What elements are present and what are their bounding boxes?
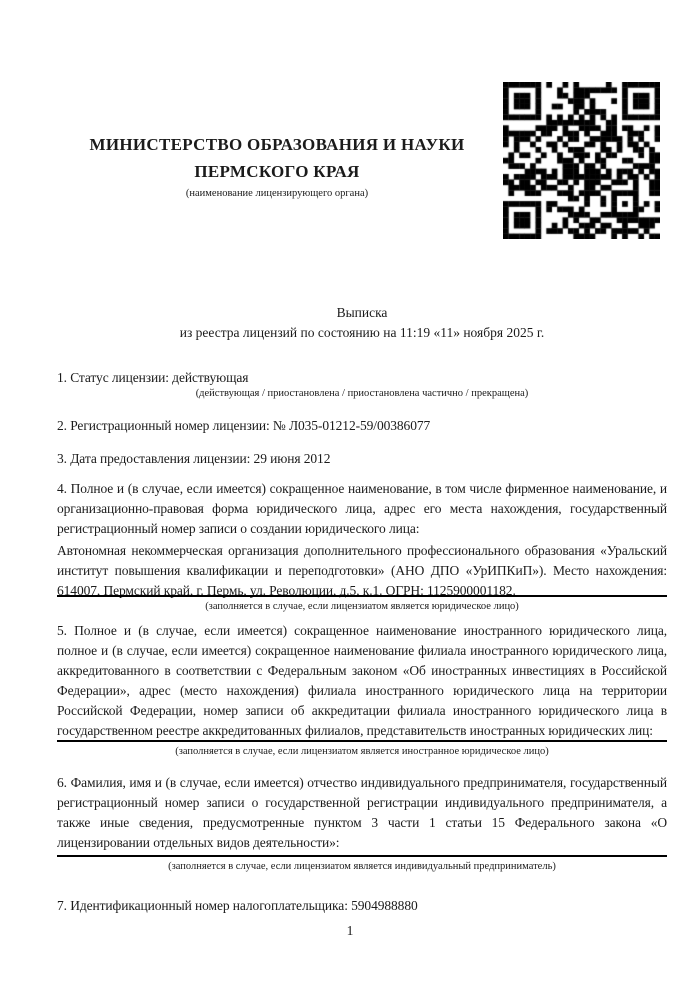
legal-entity-value: Автономная некоммерческая организация дополнительного профессионального образования «Уральский институт повышения квалификации и переподготовки» (АНО ДПО «УрИПКиП»). Место нахождения: 614007, Пермский край, г. Пермь, ул. Революции, д.5, к.1. ОГРН: 1125900001182.: [57, 543, 667, 598]
page-number: 1: [346, 923, 354, 938]
foreign-entity-rule: [57, 740, 667, 742]
grant-date-line: 3. Дата предоставления лицензии: 29 июня 2012: [57, 451, 331, 466]
ministry-name-line1: МИНИСТЕРСТВО ОБРАЗОВАНИЯ И НАУКИ: [89, 135, 465, 154]
ministry-name-line2: ПЕРМСКОГО КРАЯ: [194, 162, 360, 181]
inn-line: 7. Идентификационный номер налогоплательщика: 5904988880: [57, 898, 418, 913]
legal-entity-label: 4. Полное и (в случае, если имеется) сокращенное наименование, в том числе фирменное наименование, и организационно-правовая форма юридического лица, адрес его места нахождения, государственный регистрационный номер записи о создании юридического лица:: [57, 481, 667, 536]
legal-entity-rule: [57, 595, 667, 597]
ministry-header: [57, 131, 497, 201]
entrepreneur-caption: (заполняется в случае, если лицензиатом является индивидуальный предприниматель): [168, 861, 556, 872]
document-subtitle: из реестра лицензий по состоянию на 11:19 «11» ноября 2025 г.: [179, 325, 545, 340]
registration-number-line: 2. Регистрационный номер лицензии: № Л035-01212-59/00386077: [57, 418, 431, 433]
document-title: Выписка: [336, 305, 388, 320]
ministry-caption: (наименование лицензирующего органа): [185, 188, 369, 199]
entrepreneur-label: 6. Фамилия, имя и (в случае, если имеется) отчество индивидуального предпринимателя, государственный регистрационный номер записи о государственной регистрации индивидуального предпринимателя, а также иные сведения, предусмотренные пунктом 3 части 1 статьи 15 Федерального закона «О лицензировании отдельных видов деятельности»:: [57, 775, 667, 850]
foreign-entity-label: 5. Полное и (в случае, если имеется) сокращенное наименование иностранного юридического лица, полное и (в случае, если имеется) сокращенное наименование филиала иностранного юридического лица, аккредитованного в соответствии с Федеральным законом «Об иностранных инвестициях в Российской Федерации», адрес (место нахождения) филиала иностранного юридического лица на территории Российской Федерации, номер записи об аккредитации филиала иностранного юридического лица в государственном реестре аккредитованных филиалов, представительств иностранных юридических лиц:: [57, 623, 667, 738]
foreign-entity-caption: (заполняется в случае, если лицензиатом является иностранное юридическое лицо): [175, 746, 549, 757]
entrepreneur-rule: [57, 855, 667, 857]
license-status-line: 1. Статус лицензии: действующая: [57, 370, 249, 385]
legal-entity-caption: (заполняется в случае, если лицензиатом является юридическое лицо): [205, 601, 519, 612]
document-title-block: [57, 303, 667, 343]
status-options-caption: (действующая / приостановлена / приостановлена частично / прекращена): [195, 388, 529, 399]
qr-code: [503, 82, 660, 239]
